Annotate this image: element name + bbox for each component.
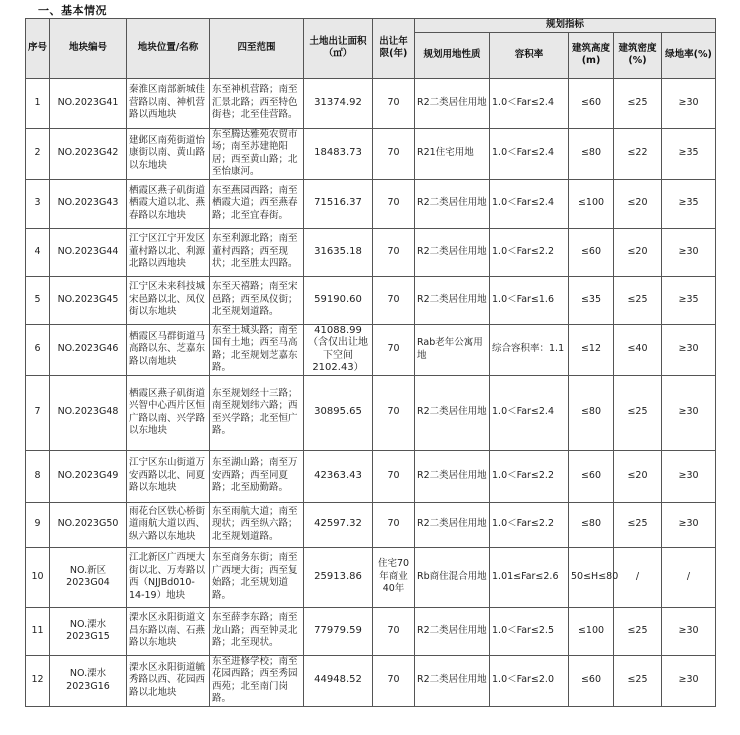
cell-seq: 1 — [26, 78, 50, 128]
cell-far: 1.0＜Far≤2.4 — [490, 375, 569, 450]
header-green: 绿地率(%) — [662, 32, 716, 78]
cell-density: ≤25 — [614, 78, 662, 128]
cell-bounds: 东至腾达雅苑农贸市场；南至苏建艳阳居；西至黄山路；北至怡康河。 — [210, 128, 304, 179]
cell-height: ≤80 — [569, 128, 614, 179]
cell-height: ≤35 — [569, 276, 614, 324]
cell-location: 建邺区南苑街道怡康街以南、黄山路以东地块 — [127, 128, 210, 179]
table-row — [26, 655, 716, 706]
cell-seq: 8 — [26, 450, 50, 502]
header-area: 土地出让面积（㎡） — [304, 19, 373, 79]
cell-use: R2二类居住用地 — [415, 450, 490, 502]
table-row — [26, 276, 716, 324]
cell-density: ≤22 — [614, 128, 662, 179]
cell-use: R2二类居住用地 — [415, 228, 490, 276]
cell-code: NO.溧水2023G15 — [50, 607, 127, 655]
cell-bounds: 东至土城头路；南至国有土地；西至马高路；北至规划芝嘉东路。 — [210, 324, 304, 375]
cell-location: 溧水区永阳街道毓秀路以西、花园西路以北地块 — [127, 655, 210, 706]
table-row — [26, 228, 716, 276]
cell-green: ≥35 — [662, 128, 716, 179]
cell-code: NO.2023G41 — [50, 78, 127, 128]
cell-far: 1.0＜Far≤1.6 — [490, 276, 569, 324]
cell-density: ≤40 — [614, 324, 662, 375]
cell-seq: 7 — [26, 375, 50, 450]
cell-code: NO.2023G49 — [50, 450, 127, 502]
table-row — [26, 324, 716, 375]
header-term: 出让年限(年) — [373, 19, 415, 79]
cell-far: 1.0＜Far≤2.4 — [490, 78, 569, 128]
cell-use: R2二类居住用地 — [415, 375, 490, 450]
cell-density: / — [614, 547, 662, 607]
cell-code: NO.2023G42 — [50, 128, 127, 179]
cell-code: NO.溧水2023G16 — [50, 655, 127, 706]
cell-term: 70 — [373, 502, 415, 547]
cell-density: ≤25 — [614, 502, 662, 547]
cell-height: 50≤H≤80 — [569, 547, 614, 607]
table-row — [26, 375, 716, 450]
cell-far: 1.01≤Far≤2.6 — [490, 547, 569, 607]
cell-green: ≥30 — [662, 502, 716, 547]
cell-use: R2二类居住用地 — [415, 179, 490, 228]
cell-area: 18483.73 — [304, 128, 373, 179]
land-parcel-table — [25, 18, 716, 707]
cell-density: ≤25 — [614, 655, 662, 706]
cell-green: / — [662, 547, 716, 607]
cell-seq: 12 — [26, 655, 50, 706]
cell-use: R2二类居住用地 — [415, 607, 490, 655]
cell-use: R21住宅用地 — [415, 128, 490, 179]
table-row — [26, 607, 716, 655]
cell-density: ≤25 — [614, 375, 662, 450]
cell-use: R2二类居住用地 — [415, 502, 490, 547]
table-row — [26, 547, 716, 607]
header-planning: 规划指标 — [415, 19, 716, 33]
cell-use: Rb商住混合用地 — [415, 547, 490, 607]
cell-bounds: 东至进修学校；南至花园西路；西至秀园西苑；北至南门岗路。 — [210, 655, 304, 706]
cell-seq: 9 — [26, 502, 50, 547]
cell-height: ≤12 — [569, 324, 614, 375]
cell-green: ≥30 — [662, 78, 716, 128]
cell-term: 70 — [373, 228, 415, 276]
cell-height: ≤60 — [569, 228, 614, 276]
cell-term: 70 — [373, 128, 415, 179]
cell-term: 70 — [373, 276, 415, 324]
cell-location: 秦淮区南部新城佳营路以南、神机营路以西地块 — [127, 78, 210, 128]
cell-far: 1.0＜Far≤2.2 — [490, 502, 569, 547]
cell-area: 25913.86 — [304, 547, 373, 607]
cell-green: ≥35 — [662, 179, 716, 228]
cell-height: ≤60 — [569, 78, 614, 128]
cell-bounds: 东至神机营路；南至汇景北路；西至特色街巷；北至佳营路。 — [210, 78, 304, 128]
cell-location: 溧水区永阳街道文昌东路以南、石燕路以东地块 — [127, 607, 210, 655]
table-row — [26, 179, 716, 228]
cell-area: 31635.18 — [304, 228, 373, 276]
cell-green: ≥30 — [662, 655, 716, 706]
cell-term: 住宅70年商业40年 — [373, 547, 415, 607]
cell-far: 1.0＜Far≤2.0 — [490, 655, 569, 706]
cell-area: 42597.32 — [304, 502, 373, 547]
cell-area: 71516.37 — [304, 179, 373, 228]
header-far: 容积率 — [490, 32, 569, 78]
cell-use: R2二类居住用地 — [415, 276, 490, 324]
cell-bounds: 东至雨航大道；南至现状；西至纵六路；北至规划道路。 — [210, 502, 304, 547]
cell-code: NO.2023G45 — [50, 276, 127, 324]
cell-bounds: 东至规划经十三路；南至规划纬六路；西至兴学路；北至恒广路。 — [210, 375, 304, 450]
cell-location: 栖霞区燕子矶街道兴智中心西片区恒广路以南、兴学路以东地块 — [127, 375, 210, 450]
cell-bounds: 东至天禧路；南至宋邑路；西至凤仪街；北至规划道路。 — [210, 276, 304, 324]
cell-height: ≤100 — [569, 607, 614, 655]
cell-code: NO.新区2023G04 — [50, 547, 127, 607]
cell-height: ≤80 — [569, 375, 614, 450]
cell-green: ≥30 — [662, 375, 716, 450]
table-row — [26, 502, 716, 547]
header-location: 地块位置/名称 — [127, 19, 210, 79]
cell-area: 42363.43 — [304, 450, 373, 502]
cell-term: 70 — [373, 375, 415, 450]
cell-seq: 3 — [26, 179, 50, 228]
cell-green: ≥35 — [662, 276, 716, 324]
cell-term: 70 — [373, 450, 415, 502]
cell-height: ≤80 — [569, 502, 614, 547]
cell-code: NO.2023G46 — [50, 324, 127, 375]
cell-green: ≥30 — [662, 607, 716, 655]
cell-bounds: 东至薛李东路；南至龙山路；西至钟灵北路；北至现状。 — [210, 607, 304, 655]
cell-location: 雨花台区铁心桥街道雨航大道以西、纵六路以东地块 — [127, 502, 210, 547]
cell-area: 77979.59 — [304, 607, 373, 655]
cell-use: R2二类居住用地 — [415, 78, 490, 128]
cell-term: 70 — [373, 655, 415, 706]
cell-term: 70 — [373, 607, 415, 655]
header-bounds: 四至范围 — [210, 19, 304, 79]
cell-location: 江宁区东山街道万安西路以北、同夏路以东地块 — [127, 450, 210, 502]
cell-seq: 2 — [26, 128, 50, 179]
cell-far: 1.0＜Far≤2.4 — [490, 179, 569, 228]
cell-green: ≥30 — [662, 228, 716, 276]
cell-far: 综合容积率：1.1 — [490, 324, 569, 375]
cell-seq: 4 — [26, 228, 50, 276]
cell-area: 59190.60 — [304, 276, 373, 324]
cell-term: 70 — [373, 78, 415, 128]
cell-density: ≤25 — [614, 276, 662, 324]
cell-seq: 5 — [26, 276, 50, 324]
cell-area: 41088.99（含仅出让地下空间2102.43） — [304, 324, 373, 375]
cell-location: 江北新区广西埂大街以北、万寿路以西（NJJBd010-14-19）地块 — [127, 547, 210, 607]
section-title: 一、基本情况 — [38, 4, 107, 17]
cell-green: ≥30 — [662, 450, 716, 502]
cell-height: ≤100 — [569, 179, 614, 228]
cell-code: NO.2023G44 — [50, 228, 127, 276]
cell-bounds: 东至燕园西路；南至栖霞大道；西至燕春路；北至宜春街。 — [210, 179, 304, 228]
cell-use: Rab老年公寓用地 — [415, 324, 490, 375]
cell-bounds: 东至湖山路；南至万安西路；西至同夏路；北至励勤路。 — [210, 450, 304, 502]
cell-location: 江宁区未来科技城宋邑路以北、凤仪街以东地块 — [127, 276, 210, 324]
cell-location: 栖霞区马群街道马高路以东、芝嘉东路以南地块 — [127, 324, 210, 375]
cell-seq: 10 — [26, 547, 50, 607]
cell-term: 70 — [373, 179, 415, 228]
table-row — [26, 450, 716, 502]
cell-area: 44948.52 — [304, 655, 373, 706]
cell-density: ≤25 — [614, 607, 662, 655]
cell-bounds: 东至利源北路；南至董村西路；西至现状；北至胜太四路。 — [210, 228, 304, 276]
cell-far: 1.0＜Far≤2.2 — [490, 228, 569, 276]
cell-seq: 11 — [26, 607, 50, 655]
table-row — [26, 128, 716, 179]
cell-bounds: 东至商务东街；南至广西埂大街；西至复始路；北至规划道路。 — [210, 547, 304, 607]
cell-code: NO.2023G50 — [50, 502, 127, 547]
cell-far: 1.0＜Far≤2.2 — [490, 450, 569, 502]
cell-green: ≥30 — [662, 324, 716, 375]
cell-height: ≤60 — [569, 655, 614, 706]
header-height: 建筑高度(m) — [569, 32, 614, 78]
header-density: 建筑密度(%) — [614, 32, 662, 78]
table-row — [26, 78, 716, 128]
cell-density: ≤20 — [614, 228, 662, 276]
cell-location: 栖霞区燕子矶街道栖霞大道以北、燕春路以东地块 — [127, 179, 210, 228]
cell-code: NO.2023G48 — [50, 375, 127, 450]
cell-far: 1.0＜Far≤2.5 — [490, 607, 569, 655]
header-seq: 序号 — [26, 19, 50, 79]
cell-use: R2二类居住用地 — [415, 655, 490, 706]
cell-code: NO.2023G43 — [50, 179, 127, 228]
header-code: 地块编号 — [50, 19, 127, 79]
cell-area: 31374.92 — [304, 78, 373, 128]
cell-far: 1.0＜Far≤2.4 — [490, 128, 569, 179]
cell-term: 70 — [373, 324, 415, 375]
cell-location: 江宁区江宁开发区董村路以北、利源北路以西地块 — [127, 228, 210, 276]
cell-density: ≤20 — [614, 450, 662, 502]
cell-height: ≤60 — [569, 450, 614, 502]
cell-density: ≤20 — [614, 179, 662, 228]
cell-area: 30895.65 — [304, 375, 373, 450]
cell-seq: 6 — [26, 324, 50, 375]
header-use: 规划用地性质 — [415, 32, 490, 78]
